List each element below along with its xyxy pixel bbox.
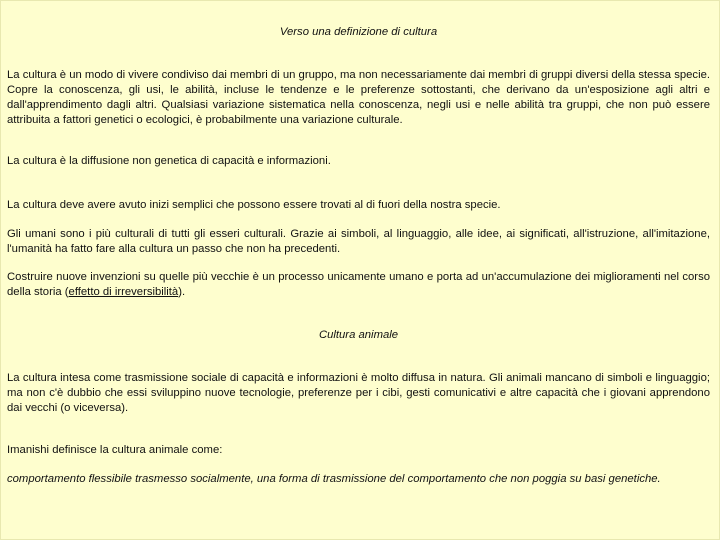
paragraph-origins: La cultura deve avere avuto inizi semplici che possono essere trovati al di fuori della nostra specie. <box>7 199 501 211</box>
paragraph-diffusion: La cultura è la diffusione non genetica di capacità e informazioni. <box>7 155 331 167</box>
page-title: Verso una definizione di cultura <box>279 26 438 38</box>
paragraph-humans: Gli umani sono i più culturali di tutti gli esseri culturali. Grazie ai simboli, al linguaggio, alle idee, ai significati, all'istruzione, all'imitazione, l'umanità ha fatto fare alla cultura un passo che non ha precedenti. <box>7 228 710 255</box>
paragraph-animal-culture: La cultura intesa come trasmissione sociale di capacità e informazioni è molto diffusa in natura. Gli animali mancano di simboli e linguaggio; ma non c'è dubbio che essi sviluppino nuove tecnologie, preferenze per i cibi, gesti comunicativi e altre capacità che i giovani apprendono dai vecchi (o viceversa). <box>7 372 710 414</box>
paragraph-imanishi: Imanishi definisce la cultura animale come: <box>7 444 223 456</box>
section-subtitle: Cultura animale <box>318 329 399 341</box>
inventions-text: Costruire nuove invenzioni su quelle più vecchie è un processo unicamente umano e porta ad un'accumulazione dei miglioramenti nel corso della storia ( <box>7 271 710 298</box>
paragraph-definition: La cultura è un modo di vivere condiviso dai membri di un gruppo, ma non necessariamente dai membri di gruppi diversi della stessa specie. Copre la conoscenza, gli usi, le abilità, incluse le tendenze e le preferenze sottostanti, che derivano da un'esposizione agli altri e dall'apprendimento dagli altri. Qualsiasi variazione sistematica nella conoscenza, negli usi e nelle abilità tra gruppi, che non può essere attribuita a fattori genetici o ecologici, è probabilmente una variazione culturale. <box>7 69 710 126</box>
paragraph-inventions <box>7 270 710 300</box>
paragraph-definition-animal: comportamento flessibile trasmesso socialmente, una forma di trasmissione del comportamento che non poggia su basi genetiche. <box>7 473 661 485</box>
inventions-text-end: ). <box>178 286 186 298</box>
irreversibility-link[interactable]: effetto di irreversibilità <box>68 286 179 298</box>
